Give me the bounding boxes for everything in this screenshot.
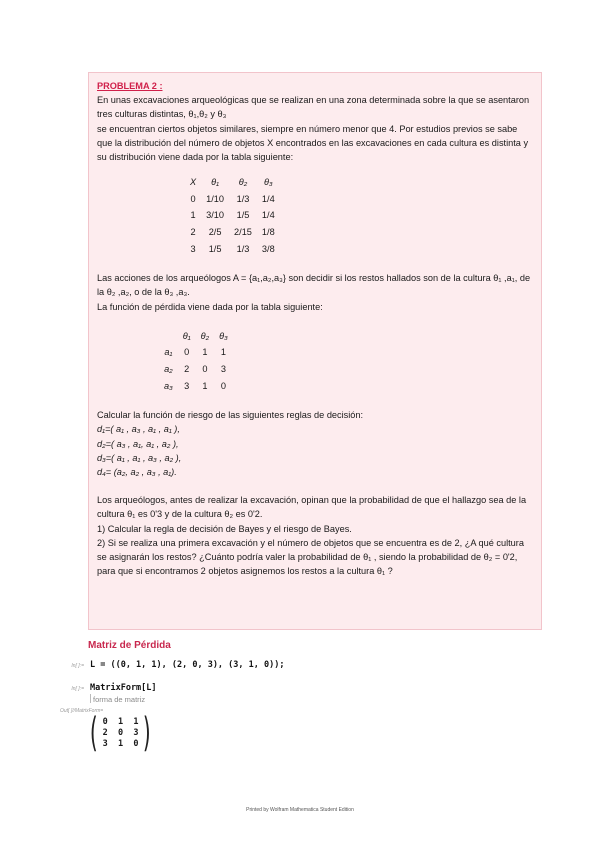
problem-box [88,72,542,630]
loss-header-row [159,328,233,345]
input-label-1: In[ ]:= [71,663,84,669]
actions-text: Las acciones de los arqueólogos A = {a₁,a₂,a₃} son decidir si los restos hallados son de la cultura θ₁ ,a₁, de la θ₂ ,a₂, o de la θ₃ ,a₃. [97,273,531,298]
table-row [185,207,280,224]
table-cell: 3/10 [206,210,225,221]
loss-header-theta1: θ₁ [182,330,191,341]
dist-header-theta3: θ₃ [263,177,273,188]
table-row [159,344,233,361]
table-cell: 0 [220,380,227,391]
output-label: Out[ ]//MatrixForm= [60,708,104,714]
table-cell: 0 [202,363,208,374]
table-cell: 1/5 [236,210,250,221]
matrix-row: 2 0 3 [102,727,139,738]
table-cell: 1/8 [261,227,275,237]
table-cell: 2/15 [234,227,252,237]
loss-table [159,328,233,394]
table-cell: 3 [184,380,190,391]
dist-header-theta1: θ₁ [211,177,220,188]
table-cell: 1 [190,210,196,221]
distribution-header-row [185,174,280,191]
section-title: Matriz de Pérdida [88,640,171,651]
print-footer: Printed by Wolfram Mathematica Student Edition [246,807,354,813]
right-paren-icon: ) [143,710,152,756]
risk-intro: Calcular la función de riesgo de las siguientes reglas de decisión: [97,410,364,421]
spacer [97,257,533,271]
dist-header-theta2: θ₂ [238,177,248,188]
table-cell: 1/3 [236,243,250,254]
table-row [159,378,233,395]
spacer [97,394,533,408]
problem-intro-1: En unas excavaciones arqueológicas que se realizan en una zona determinada sobre la que se asentaron tres culturas distintas, θ₁,θ₂ y θ₃ [97,95,530,120]
table-cell: 3 [220,363,227,374]
table-row [185,191,280,208]
table-cell: 2/5 [208,227,222,237]
table-cell: 2 [190,227,196,237]
spacer [97,479,533,493]
problem-intro-2: se encuentran ciertos objetos similares, siempre en número menor que 4. Por estudios previos se sabe que la distribución del número de objetos X encontrados en las excavaciones en cada cultura es distinta y su distribución viene dada por la tabla siguiente: [97,123,529,163]
decision-rule-4: d₄= (a₂, a₂ , a₃ , a₁). [97,466,177,477]
table-cell: 3 [190,243,196,254]
table-cell: 0 [184,347,190,358]
left-paren-icon: ( [89,710,98,756]
table-cell: 1/4 [261,193,275,204]
table-cell: 1 [202,347,208,358]
table-cell: 1/5 [208,243,222,254]
input-cell-2[interactable]: MatrixForm[L] [90,683,157,693]
row-label: a₁ [164,347,173,358]
table-cell: 2 [184,363,190,374]
table-cell: 3/8 [261,243,275,254]
table-cell: 1 [220,347,227,358]
decision-rule-3: d₃=( a₁ , a₁ , a₃ , a₂ ), [97,452,182,463]
input-label-2: In[ ]:= [71,686,84,692]
autocomplete-hint [90,694,145,704]
problem-title: PROBLEMA 2 : [97,81,163,91]
table-row [159,361,233,378]
table-row [185,241,280,258]
matrix-row: 0 1 1 [102,716,139,727]
table-cell: 1/10 [206,193,225,204]
loss-intro: La función de pérdida viene dada por la tabla siguiente: [97,301,323,312]
input-cell-1[interactable]: L = ((0, 1, 1), (2, 0, 3), (3, 1, 0)); [90,660,285,670]
row-label: a₃ [164,380,173,391]
table-cell: 1/3 [236,193,250,204]
decision-rule-1: d₁=( a₁ , a₃ , a₁ , a₁ ), [97,424,180,435]
table-cell: 1/4 [261,210,275,221]
loss-header-corner [159,328,178,345]
decision-rule-2: d₂=( a₃ , a₁, a₁ , a₂ ), [97,438,179,449]
dist-header-x: X [190,177,197,188]
hint-bar-icon [90,694,91,703]
matrix-rows [102,716,140,750]
hint-text: forma de matriz [93,695,146,704]
table-cell: 0 [190,193,196,204]
matrix-row: 3 1 0 [102,738,139,749]
prior-text: Los arqueólogos, antes de realizar la excavación, opinan que la probabilidad de que el hallazgo sea de la cultura θ₁ es 0'3 y de la cultura θ₂ es 0'2. [97,495,527,520]
output-matrix [86,710,155,756]
question-1: 1) Calcular la regla de decisión de Bayes y el riesgo de Bayes. [97,523,352,534]
loss-header-theta3: θ₃ [219,330,228,341]
question-2: 2) Si se realiza una primera excavación y el número de objetos que se encuentra es de 2, ¿A qué cultura se asignarán los restos? ¿Cuánto podría valer la probabilidad de θ₁ , siendo la probabilidad de θ₂ = 0'2, para que si encontramos 2 objetos asignemos los restos a la cultura θ₁ ? [97,537,524,577]
row-label: a₂ [164,363,173,374]
table-row [185,224,280,241]
loss-header-theta2: θ₂ [200,330,210,341]
distribution-table [185,174,280,257]
table-cell: 1 [202,380,208,391]
